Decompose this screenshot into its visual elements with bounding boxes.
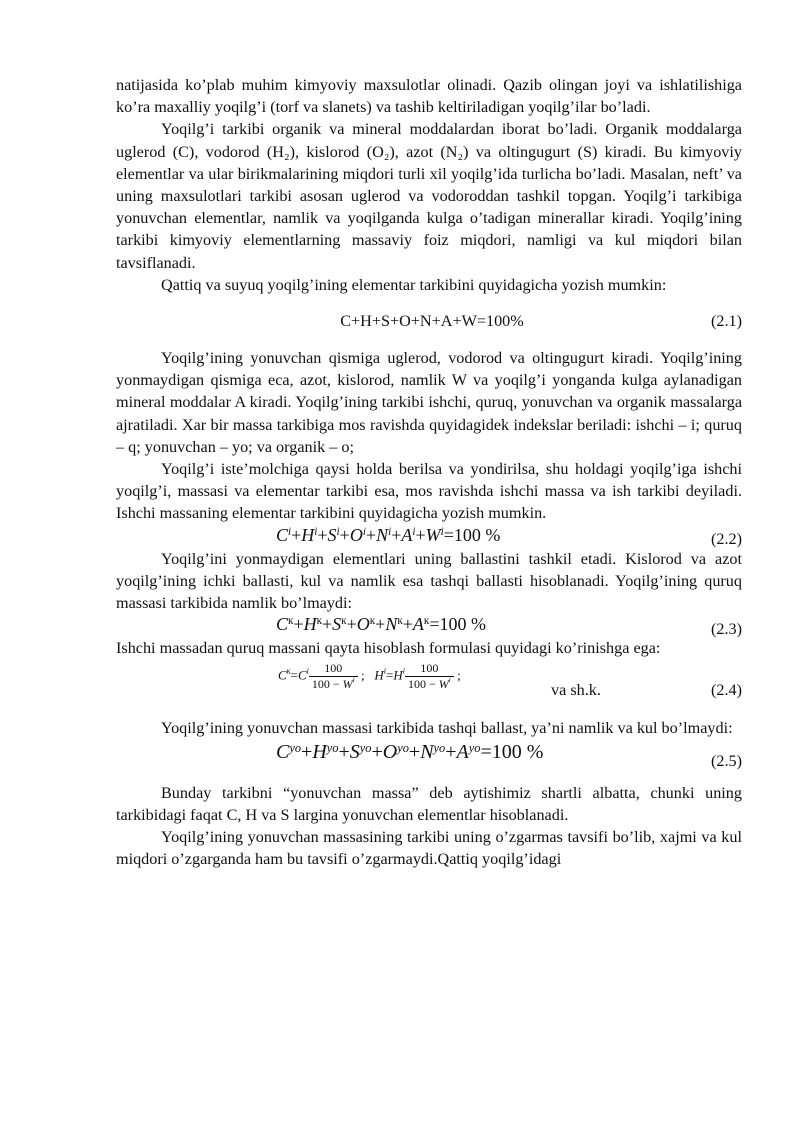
equation-2-4-number: (2.4) <box>710 681 742 700</box>
paragraph-4: Yoqilg’ining yonuvchan qismiga uglerod, vodorod va oltingugurt kiradi. Yoqilg’ining yonmaydigan qismiga eca, azot, kislorod, namlik W va yoqilg’i yonganda kulga aylanadigan mineral moddalar A kiradi. Yoqilg’ining tarkibi ishchi, quruq, yonuvchan va organik massalarga ajratiladi. Xar bir massa tarkibiga mos ravishda quyidagidek indekslar beriladi: ishchi – i; quruq – q; yonuvchan – yo; va organik – o; <box>116 349 742 456</box>
paragraph-3: Qattiq va suyuq yoqilg’ining elementar tarkibini quyidagicha yozish mumkin: <box>161 275 667 294</box>
equation-2-2-number: (2.2) <box>710 529 742 548</box>
paragraph-5: Yoqilg’i iste’molchiga qaysi holda berilsa va yondirilsa, shu holdagi yoqilg’iga ishchi yoqilg’i, massasi va elementar tarkibi esa, mos ravishda ishchi massa va ish tarkibi deyiladi. Ishchi massaning elementar tarkibini quyidagicha yozish mumkin. <box>116 460 742 523</box>
document-page <box>116 74 742 870</box>
equation-2-5-formula: $C^{yo}+H^{yo}+S^{yo}+O^{yo}+N^{yo}+A^{yo}=100$ % <box>276 740 544 763</box>
equation-2-1-formula: C+H+S+O+N+A+W=100% <box>340 312 524 331</box>
paragraph-1: natijasida ko’plab muhim kimyoviy maxsulotlar olinadi. Qazib olingan joyi va ishlatilishiga ko’ra maxalliy yoqilg’i (torf va slanets) va tashib keltiriladigan yoqilg’ilar bo’ladi. <box>116 76 742 117</box>
equation-2-4-etc: va sh.k. <box>551 681 601 700</box>
paragraph-6: Yoqilg’ini yonmaydigan elementlari uning ballastini tashkil etadi. Kislorod va azot yoqilg’ining ichki ballasti, kul va namlik esa tashqi ballasti hisoblanadi. Yoqilg’ining quruq massasi tarkibida namlik bo’lmaydi: <box>116 549 742 613</box>
paragraph-8: Yoqilg’ining yonuvchan massasi tarkibida tashqi ballast, ya’ni namlik va kul bo’lmaydi: <box>161 719 733 738</box>
equation-2-2-formula: $C^i+H^i+S^i+O^i+N^i+A^i+W^i=100$ % <box>276 524 501 545</box>
equation-2-2 <box>116 525 742 548</box>
equation-2-5 <box>116 740 742 774</box>
equation-2-4-formula: $C^к=C^i$ $\frac{100}{100 - W^i}$ ; $H^i=H^i$ $\frac{100}{100 - W^i}$ ; <box>278 661 461 692</box>
paragraph-9: Bunday tarkibni “yonuvchan massa” deb aytishimiz shartli albatta, chunki uning tarkibidagi faqat C, H va S largina yonuvchan elementlar hisoblanadi. <box>116 783 742 824</box>
equation-2-3 <box>116 614 742 637</box>
paragraph-2: Yoqilg’i tarkibi organik va mineral moddalardan iborat bo’ladi. Organik moddalarga uglerod (C), vodorod (H₂), kislorod (O₂), azot (N₂) va oltingugurt (S) kiradi. Bu kimyoviy elementlar va ular birikmalarining miqdori turli xil yoqilg’ida turlicha bo’ladi. Masalan, neft’ va uning maxsulotlari tarkibi asosan uglerod va vodoroddan tashkil topgan. Yoqilg’i tarkibiga yonuvchan elementlar, namlik va yoqilganda kulga o’tadigan minerallar kiradi. Yoqilg’ining tarkibi kimyoviy elementlarning massaviy foiz miqdori, namligi va kul miqdori bilan tavsiflanadi. <box>116 120 742 272</box>
equation-2-3-number: (2.3) <box>710 620 742 639</box>
equation-2-3-formula: $C^к+H^к+S^к+O^к+N^к+A^к=100$ % <box>276 614 486 635</box>
equation-2-5-number: (2.5) <box>710 751 742 770</box>
equation-2-4 <box>116 659 742 703</box>
equation-2-1 <box>116 310 742 332</box>
equation-2-1-number: (2.1) <box>710 312 742 331</box>
paragraph-7: Ishchi massadan quruq massani qayta hisoblash formulasi quyidagi ko’rinishga ega: <box>116 639 661 658</box>
paragraph-10: Yoqilg’ining yonuvchan massasining tarkibi uning o’zgarmas tavsifi bo’lib, xajmi va kul miqdori o’zgarganda ham bu tavsifi o’zgarmaydi.Qattiq yoqilg’idagi <box>116 828 742 869</box>
